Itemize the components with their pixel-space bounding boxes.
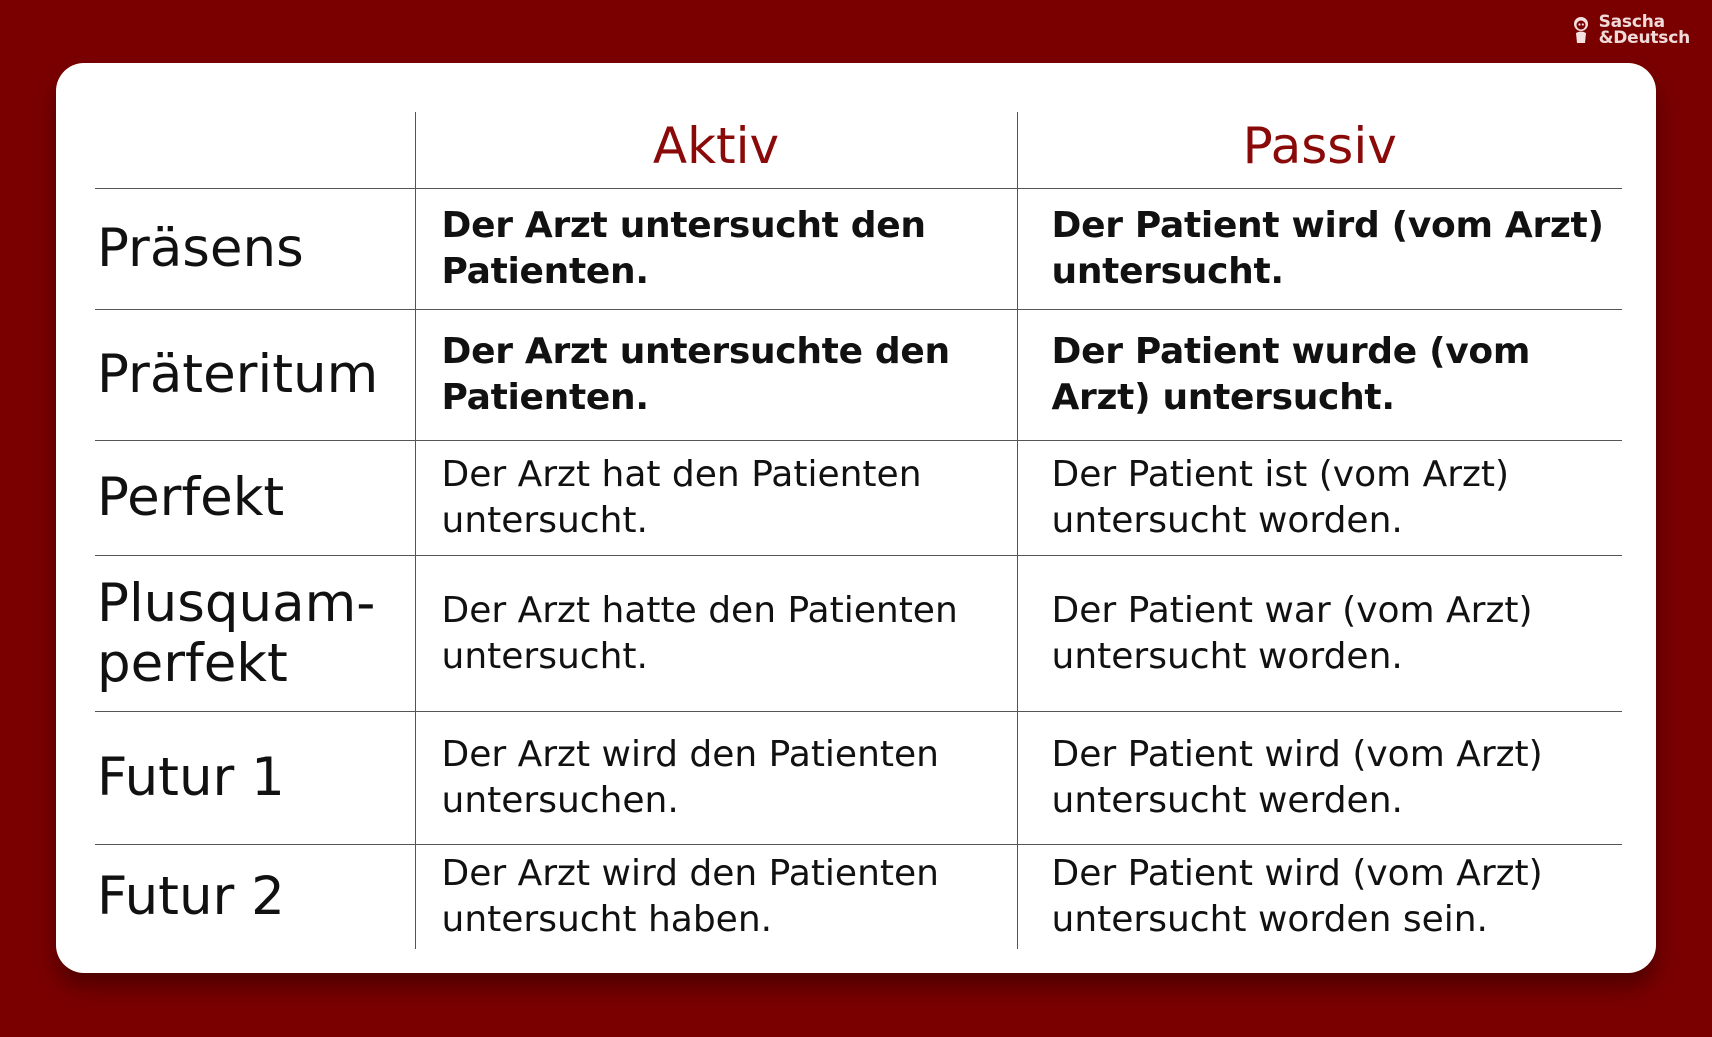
header-tense — [95, 112, 415, 189]
tense-label: Futur 2 — [97, 866, 285, 928]
table-row — [95, 556, 1622, 712]
table-row — [95, 310, 1622, 441]
brand-line-1: Sascha — [1598, 12, 1665, 32]
tense-label: Präteritum — [97, 344, 379, 406]
tense-label: Futur 1 — [97, 747, 285, 809]
passiv-sentence: Der Patient wird (vom Arzt) untersucht werden. — [1017, 712, 1622, 845]
aktiv-sentence: Der Arzt untersuchte den Patienten. — [415, 310, 1017, 441]
header-passiv: Passiv — [1017, 112, 1622, 189]
tense-label: Perfekt — [97, 467, 285, 529]
header-aktiv: Aktiv — [415, 112, 1017, 189]
passive-voice-table — [95, 112, 1622, 949]
aktiv-sentence: Der Arzt hatte den Patienten untersucht. — [415, 556, 1017, 712]
passiv-sentence: Der Patient ist (vom Arzt) untersucht worden. — [1017, 441, 1622, 556]
aktiv-sentence: Der Arzt wird den Patienten untersuchen. — [415, 712, 1017, 845]
table-row — [95, 441, 1622, 556]
aktiv-sentence: Der Arzt hat den Patienten untersucht. — [415, 441, 1017, 556]
brand-line-2: &Deutsch — [1598, 28, 1690, 48]
table-row — [95, 845, 1622, 949]
sascha-mascot-icon — [1569, 15, 1593, 45]
tense-label: Plusquam-perfekt — [97, 573, 376, 694]
brand-logo — [1569, 14, 1690, 46]
table-row — [95, 712, 1622, 845]
aktiv-sentence: Der Arzt wird den Patienten untersucht haben. — [415, 845, 1017, 949]
conjugation-card — [56, 63, 1656, 973]
table-row — [95, 189, 1622, 310]
aktiv-sentence: Der Arzt untersucht den Patienten. — [415, 189, 1017, 310]
passiv-sentence: Der Patient wurde (vom Arzt) untersucht. — [1017, 310, 1622, 441]
brand-name — [1599, 14, 1690, 46]
passiv-sentence: Der Patient war (vom Arzt) untersucht worden. — [1017, 556, 1622, 712]
table-header-row — [95, 112, 1622, 189]
passiv-sentence: Der Patient wird (vom Arzt) untersucht. — [1017, 189, 1622, 310]
passiv-sentence: Der Patient wird (vom Arzt) untersucht worden sein. — [1017, 845, 1622, 949]
tense-label: Präsens — [97, 218, 304, 280]
